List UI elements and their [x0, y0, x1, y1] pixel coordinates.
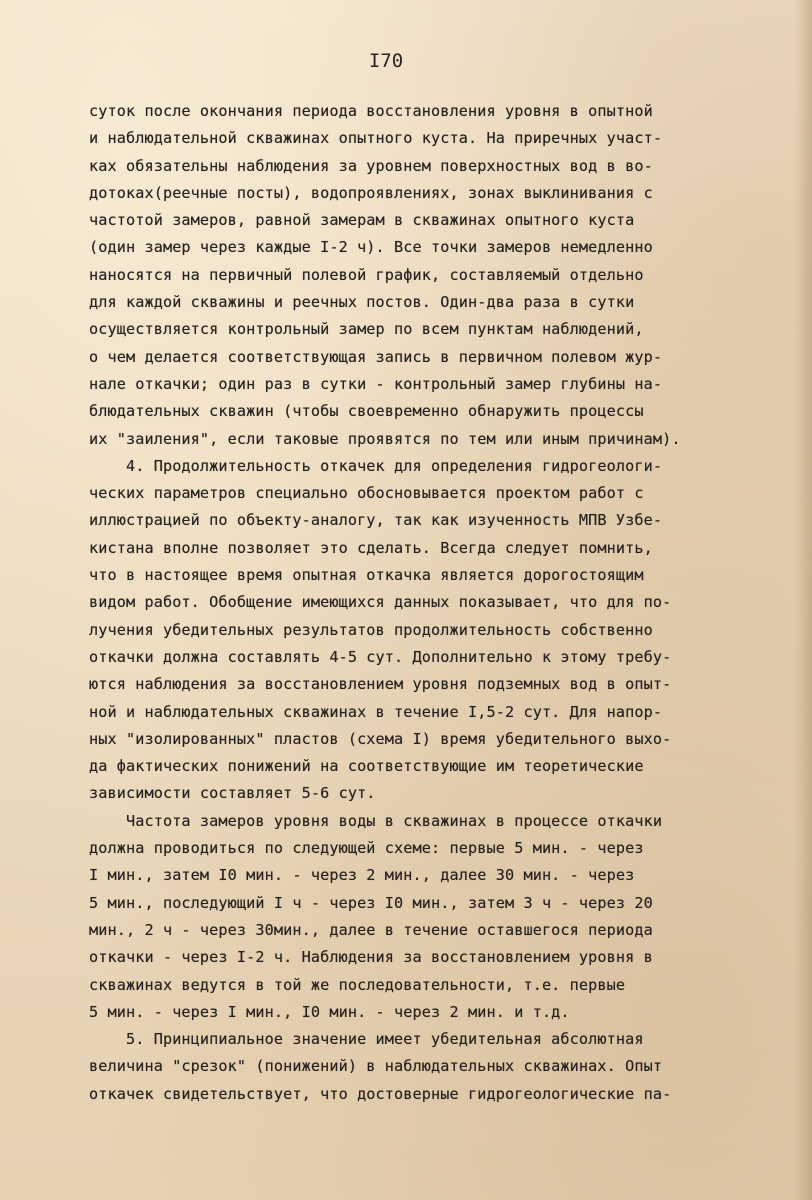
text-line: мин., 2 ч - через 30мин., далее в течение оставшегося периода — [89, 920, 653, 939]
text-line: и наблюдательной скважинах опытного куста. На приречных участ- — [89, 129, 663, 148]
text-line: иллюстрацией по объекту-аналогу, так как изученность МПВ Узбе- — [89, 511, 663, 530]
text-line: скважинах ведутся в той же последовательности, т.е. первые — [89, 975, 626, 994]
paragraph-start-line: 4. Продолжительность откачек для определения гидрогеологи- — [89, 456, 663, 475]
text-line: (один замер через каждые I-2 ч). Все точки замеров немедленно — [89, 238, 653, 257]
text-line: да фактических понижений на соответствующие им теоретические — [89, 757, 644, 776]
text-line: о чем делается соответствующая запись в первичном полевом жур- — [89, 347, 663, 366]
text-line: ческих параметров специально обосновывается проектом работ с — [89, 484, 644, 503]
text-line: величина "срезок" (понижений) в наблюдательных скважинах. Опыт — [89, 1057, 663, 1076]
text-line: блюдательных скважин (чтобы своевременно обнаружить процессы — [89, 402, 644, 421]
text-line: осуществляется контрольный замер по всем пунктам наблюдений, — [89, 320, 644, 339]
text-line: что в настоящее время опытная откачка является дорогостоящим — [89, 566, 644, 585]
text-line: ных "изолированных" пластов (схема I) время убедительного выхо- — [89, 729, 672, 748]
paragraph-start-line: 5. Принципиальное значение имеет убедительная абсолютная — [89, 1030, 644, 1049]
body-text — [89, 98, 779, 1108]
text-line: I мин., затем I0 мин. - через 2 мин., далее 30 мин. - через — [89, 866, 635, 885]
text-line: частотой замеров, равной замерам в скважинах опытного куста — [89, 211, 635, 230]
text-line: лучения убедительных результатов продолжительность собственно — [89, 620, 653, 639]
page-number: I70 — [368, 50, 404, 72]
text-line: ках обязательны наблюдения за уровнем поверхностных вод в во- — [89, 156, 653, 175]
text-line: их "заиления", если таковые проявятся по тем или иным причинам). — [89, 429, 681, 448]
paragraph-start-line: Частота замеров уровня воды в скважинах в процессе откачки — [89, 811, 663, 830]
text-line: откачек свидетельствует, что достоверные гидрогеологические па- — [89, 1084, 672, 1103]
text-line: нале откачки; один раз в сутки - контрольный замер глубины на- — [89, 374, 663, 393]
text-line: ются наблюдения за восстановлением уровня подземных вод в опыт- — [89, 675, 672, 694]
text-line: дотоках(реечные посты), водопроявлениях, зонах выклинивания с — [89, 183, 653, 202]
text-line: кистана вполне позволяет это сделать. Всегда следует помнить, — [89, 538, 653, 557]
text-line: наносятся на первичный полевой график, составляемый отдельно — [89, 265, 644, 284]
text-line: видом работ. Обобщение имеющихся данных показывает, что для по- — [89, 593, 672, 612]
text-line: 5 мин. - через I мин., I0 мин. - через 2 мин. и т.д. — [89, 1002, 570, 1021]
text-line: откачки - через I-2 ч. Наблюдения за восстановлением уровня в — [89, 948, 653, 967]
text-line: должна проводиться по следующей схеме: первые 5 мин. - через — [89, 839, 644, 858]
text-line: откачки должна составлять 4-5 сут. Дополнительно к этому требу- — [89, 647, 672, 666]
text-line: 5 мин., последующий I ч - через I0 мин., затем 3 ч - через 20 — [89, 893, 653, 912]
text-line: для каждой скважины и реечных постов. Один-два раза в сутки — [89, 293, 635, 312]
page-edge-shadow — [794, 0, 812, 1200]
text-line: ной и наблюдательных скважинах в течение I,5-2 сут. Для напор- — [89, 702, 663, 721]
text-line: суток после окончания периода восстановления уровня в опытной — [89, 102, 653, 120]
text-line: зависимости составляет 5-6 сут. — [89, 784, 376, 803]
